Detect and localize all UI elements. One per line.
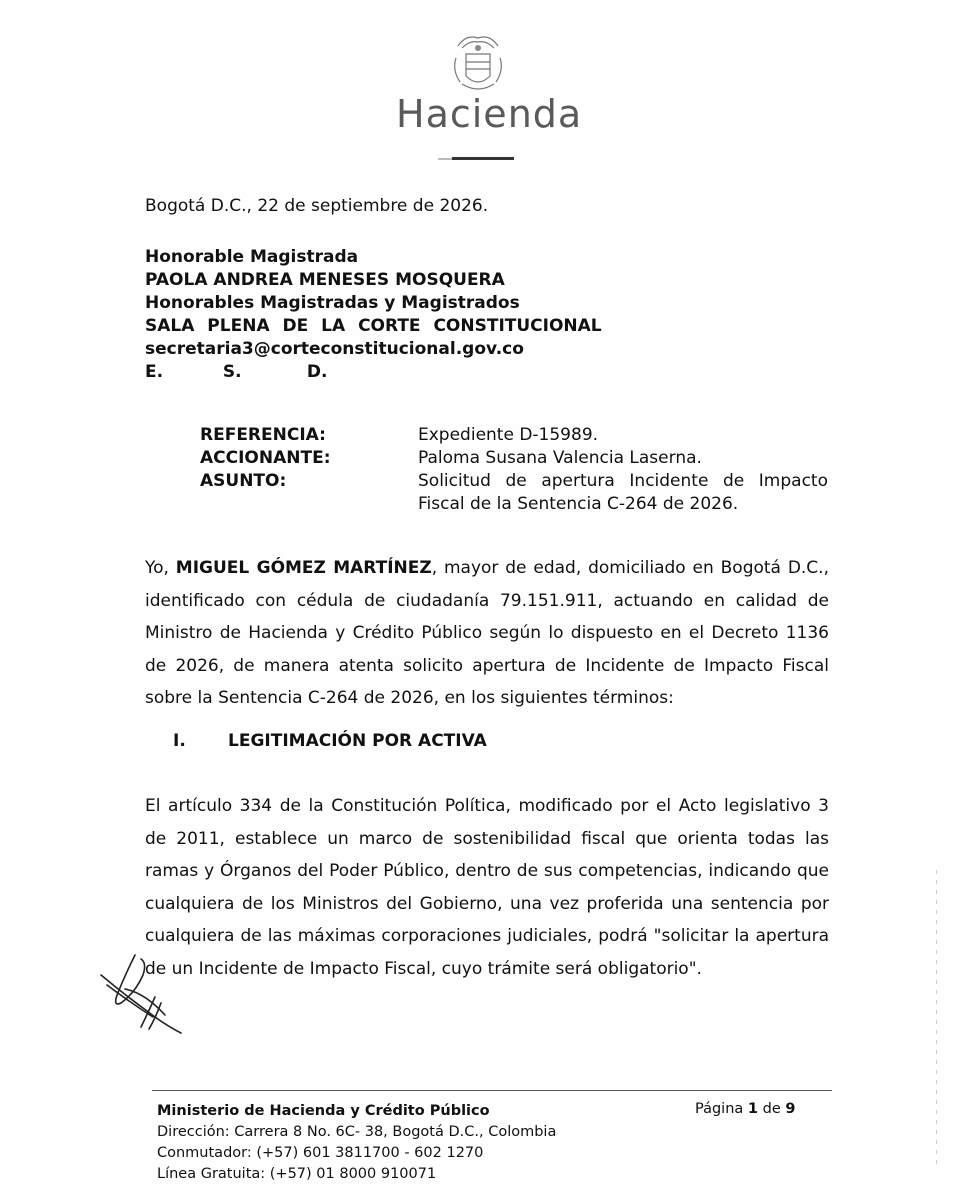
addressee-block <box>145 246 602 384</box>
subject-row <box>200 470 838 516</box>
plaintiff-label: ACCIONANTE: <box>200 448 331 468</box>
subject-label: ASUNTO: <box>200 471 287 491</box>
subject-value: Solicitud de apertura Incidente de Impacto Fiscal de la Sentencia C-264 de 2026. <box>418 471 828 514</box>
plaintiff-row <box>200 447 838 470</box>
footer-address: Dirección: Carrera 8 No. 6C- 38, Bogotá D.C., Colombia <box>157 1124 557 1140</box>
page-indicator <box>695 1101 795 1117</box>
page-middle: de <box>758 1101 786 1117</box>
addressee-title: Honorable Magistrada <box>145 247 359 267</box>
intro-paragraph <box>145 552 829 715</box>
reference-block <box>200 424 838 516</box>
esd-d: D. <box>306 362 328 382</box>
esd-s: S. <box>222 362 242 382</box>
footer-block <box>157 1101 556 1185</box>
body-paragraph: El artículo 334 de la Constitución Política, modificado por el Acto legislativo 3 de 2011, establece un marco de sostenibilidad fiscal que orienta todas las ramas y Órganos del Poder Público, dentro de sus competencias, indicando que cualquiera de los Ministros del Gobierno, una vez proferida una sentencia por cualquiera de las máximas corporaciones judiciales, podrá "solicitar la apertura de un Incidente de Impacto Fiscal, cuyo trámite será obligatorio". <box>145 796 829 979</box>
footer-phone: Conmutador: (+57) 601 3811700 - 602 1270 <box>157 1145 484 1161</box>
minister-name: MIGUEL GÓMEZ MARTÍNEZ <box>175 558 432 578</box>
reference-value: Expediente D-15989. <box>418 425 599 445</box>
reference-row <box>200 424 838 447</box>
reference-label: REFERENCIA: <box>200 425 326 445</box>
brand-underline <box>452 157 514 160</box>
addressee-email: secretaria3@corteconstitucional.gov.co <box>145 339 524 359</box>
signature-mark <box>95 945 195 1040</box>
page-prefix: Página <box>695 1101 748 1117</box>
addressee-name: PAOLA ANDREA MENESES MOSQUERA <box>145 270 505 290</box>
footer-toll-free: Línea Gratuita: (+57) 01 8000 910071 <box>157 1166 437 1182</box>
coat-of-arms-icon <box>448 32 508 98</box>
addressee-court: SALA PLENA DE LA CORTE CONSTITUCIONAL <box>145 316 602 336</box>
plaintiff-value: Paloma Susana Valencia Laserna. <box>418 448 702 468</box>
footer-divider <box>152 1090 832 1091</box>
intro-text: , mayor de edad, domiciliado en Bogotá D.C., identificado con cédula de ciudadanía 79.151.911, actuando en calidad de Ministro de Hacienda y Crédito Público según lo dispuesto en el Decreto 1136 de 2026, de manera atenta solicito apertura de Incidente de Impacto Fiscal sobre la Sentencia C-264 de 2026, en los siguientes términos: <box>145 558 829 708</box>
footer-org: Ministerio de Hacienda y Crédito Público <box>157 1103 490 1119</box>
section-heading <box>173 731 487 751</box>
date-line: Bogotá D.C., 22 de septiembre de 2026. <box>145 196 489 216</box>
addressee-group: Honorables Magistradas y Magistrados <box>145 293 520 313</box>
esd-e: E. <box>145 362 164 382</box>
brand-wordmark: Hacienda <box>396 92 583 136</box>
page-number: 1 <box>747 1101 758 1117</box>
intro-prefix: Yo, <box>145 558 176 578</box>
section-number: I. <box>173 731 186 751</box>
section-title: LEGITIMACIÓN POR ACTIVA <box>228 731 487 751</box>
esd-line <box>145 361 345 384</box>
scan-artifact <box>936 870 937 1170</box>
page-total: 9 <box>785 1101 796 1117</box>
